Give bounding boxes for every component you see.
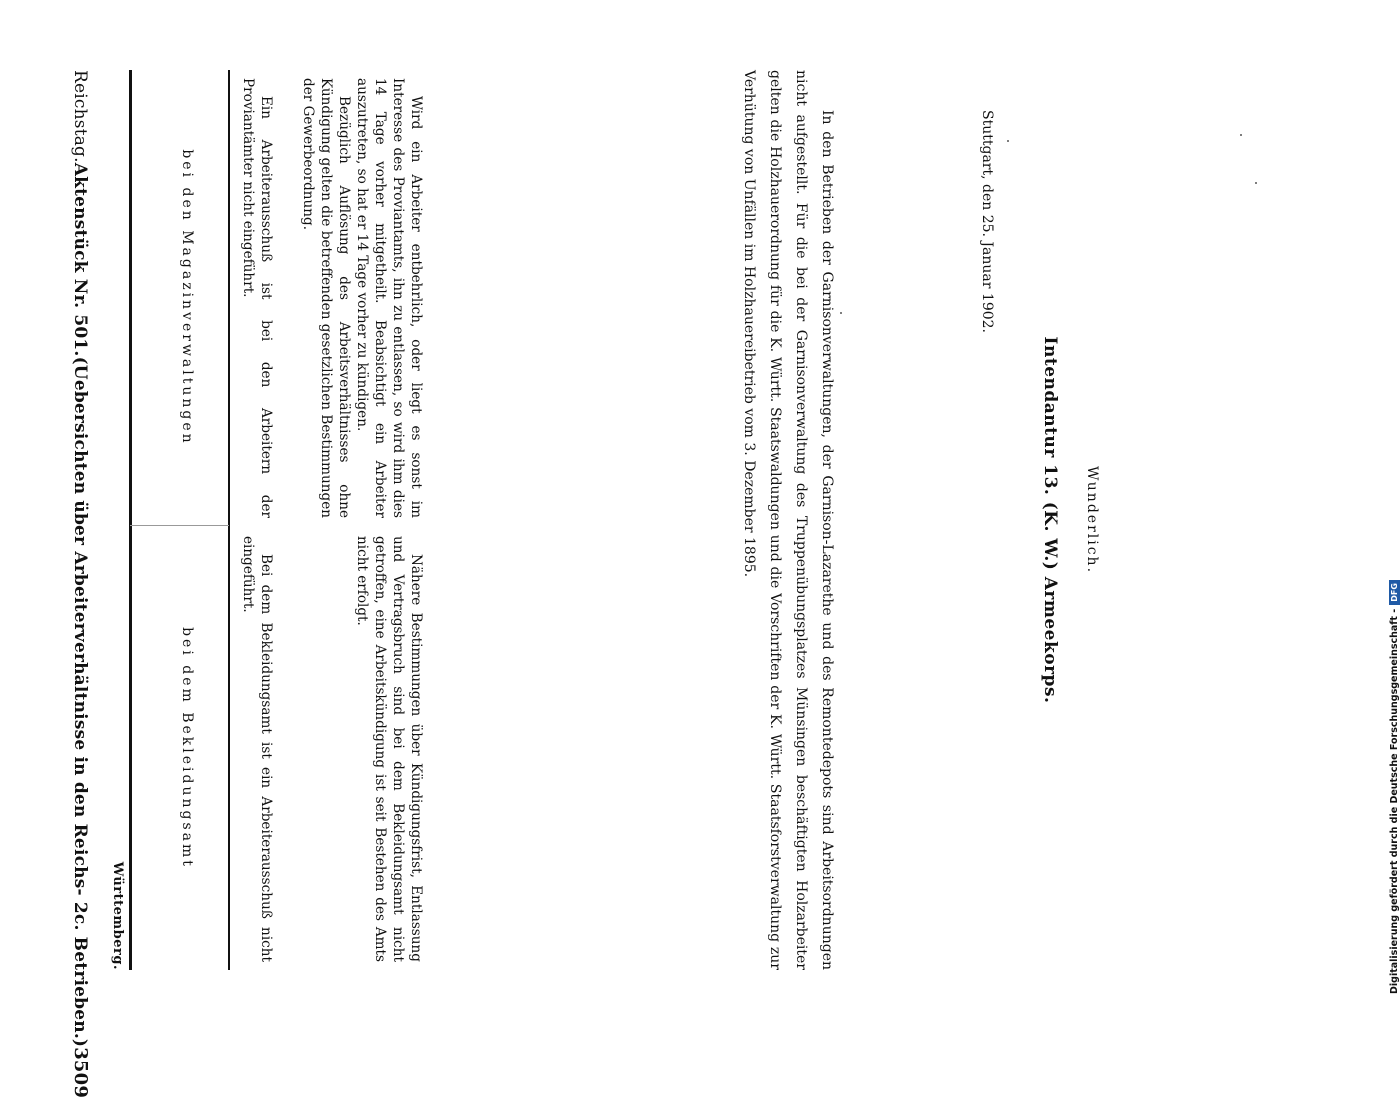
cell-clothing-termination: Nähere Bestimmungen über Kündigungsfrist, Entlassung und Vertragsbruch sind bei dem Bekleidungsamt nicht getroffen, eine Arbeitskündigung ist seit Bestehen des Amts nicht erfolgt.	[354, 536, 424, 962]
column-header-clothing-office: bei dem Bekleidungsamt	[179, 627, 195, 869]
dateline: Stuttgart, den 25. Januar 1902.	[979, 110, 995, 334]
signature: Wunderlich.	[1084, 465, 1100, 575]
scan-speck	[840, 312, 842, 314]
table-header-rule	[228, 70, 230, 970]
cell-clothing-committee: Bei dem Bekleidungsamt ist ein Arbeiterausschuß nicht eingeführt.	[240, 536, 274, 962]
column-header-magazine: bei den Magazinverwaltungen	[179, 149, 195, 446]
scan-speck	[1240, 134, 1242, 136]
digitization-credit	[1389, 580, 1400, 994]
document-number: Aktenstück Nr. 501.	[70, 162, 90, 357]
issuing-agency: Intendantur 13. (K. W.) Armeekorps.	[1040, 336, 1060, 704]
page-number: 3509	[70, 1047, 91, 1098]
scan-speck	[1007, 140, 1009, 142]
publication-name: Reichstag.	[70, 70, 90, 163]
cell-magazine-committee: Ein Arbeiterausschuß ist bei den Arbeitern der Proviantämter nicht eingeführt.	[240, 78, 274, 518]
document-subject: (Uebersichten über Arbeiterverhältnisse in den Reichs- 2c. Betrieben.)	[70, 356, 90, 1048]
body-paragraph: In den Betrieben der Garnisonverwaltungen, der Garnison-Lazarethe und des Remontedepots sind Arbeitsordnungen nicht aufgestellt. Für die bei der Garnisonverwaltung des Truppenübungsplatzes Münsingen beschäftigten Holzarbeiter gelten die Holzhauerordnung für die K. Württ. Staatswaldungen und die Vorschriften der K. Württ. Staatsforstverwaltung zur Verhütung von Unfällen im Holzhauereibetrieb vom 3. Dezember 1895.	[741, 70, 835, 970]
dfg-logo: DFG	[1389, 580, 1400, 605]
page-header	[61, 70, 91, 1098]
table-top-rule	[129, 70, 132, 970]
scan-speck	[1255, 182, 1257, 184]
region-label: Württemberg.	[110, 861, 125, 970]
rotated-document-page	[10, 70, 1260, 1098]
credit-text: Digitalisierung gefördert durch die Deutsche Forschungsgemeinschaft -	[1389, 608, 1400, 994]
cell-magazine-termination: Wird ein Arbeiter entbehrlich, oder liegt es sonst im Interesse des Proviantamts, ihn zu entlassen, so wird ihm dies 14 Tage vorher mitgetheilt. Beabsichtigt ein Arbeiter auszutreten, so hat er 14 Tage vorher zu kündigen. Bezüglich Auflösung des Arbeitsverhältnisses ohne Kündigung gelten die betreffenden gesetzlichen Bestimmungen der Gewerbeordnung.	[300, 78, 424, 518]
